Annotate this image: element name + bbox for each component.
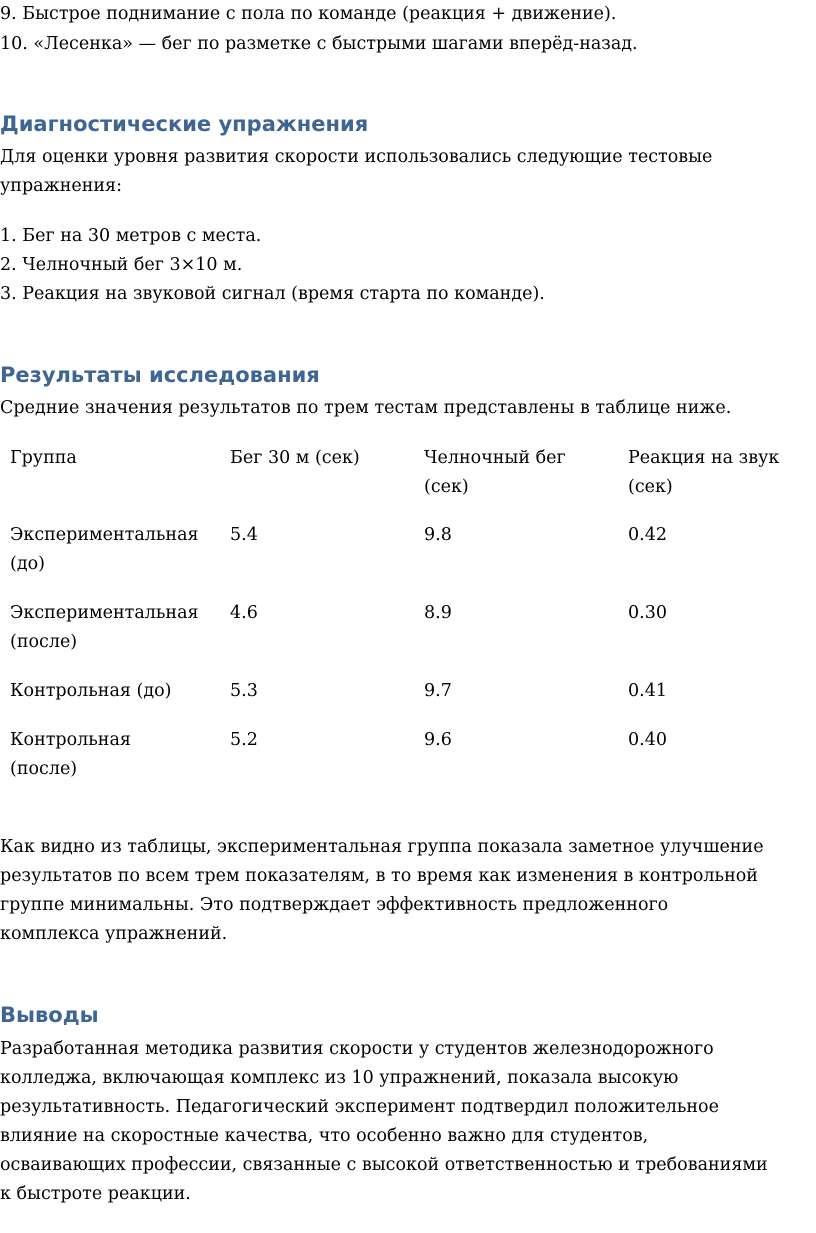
conclusions-line-5: осваивающих профессии, связанные с высокой ответственностью и требованиями bbox=[0, 1155, 768, 1175]
table-header-run30: Бег 30 м (сек) bbox=[230, 448, 360, 468]
table-row-3-reaction: 0.41 bbox=[628, 681, 667, 701]
results-conclusion-line-2: результатов по всем трем показателям, в то время как изменения в контрольной bbox=[0, 866, 758, 886]
table-row-3-group: Контрольная (до) bbox=[10, 681, 172, 701]
conclusions-line-1: Разработанная методика развития скорости у студентов железнодорожного bbox=[0, 1039, 714, 1059]
diagnostics-text-line-2: упражнения: bbox=[0, 176, 122, 196]
table-row-4-shuttle: 9.6 bbox=[424, 730, 452, 750]
table-row-2-shuttle: 8.9 bbox=[424, 603, 452, 623]
diagnostics-item-1: 1. Бег на 30 метров с места. bbox=[0, 226, 262, 246]
table-row-1-run30: 5.4 bbox=[230, 525, 258, 545]
table-header-shuttle: Челночный бег (сек) bbox=[424, 448, 566, 497]
conclusions-line-6: к быстроте реакции. bbox=[0, 1184, 191, 1204]
table-row-2-run30: 4.6 bbox=[230, 603, 258, 623]
results-intro: Средние значения результатов по трем тестам представлены в таблице ниже. bbox=[0, 398, 732, 418]
table-header-group: Группа bbox=[10, 448, 77, 468]
table-row-4-reaction: 0.40 bbox=[628, 730, 667, 750]
table-row-3-run30: 5.3 bbox=[230, 681, 258, 701]
table-row-2-reaction: 0.30 bbox=[628, 603, 667, 623]
table-header-reaction: Реакция на звук (сек) bbox=[628, 448, 780, 497]
table-row-1-group: Экспериментальная (до) bbox=[10, 525, 199, 574]
diagnostics-item-2: 2. Челночный бег 3×10 м. bbox=[0, 255, 243, 275]
table-row-4-run30: 5.2 bbox=[230, 730, 258, 750]
table-row-4-group: Контрольная (после) bbox=[10, 730, 131, 779]
heading-results: Результаты исследования bbox=[0, 363, 320, 387]
list-item-10: 10. «Лесенка» — бег по разметке с быстрыми шагами вперёд-назад. bbox=[0, 34, 638, 54]
table-row-2-group: Экспериментальная (после) bbox=[10, 603, 199, 652]
heading-conclusions: Выводы bbox=[0, 1003, 99, 1027]
conclusions-line-4: влияние на скоростные качества, что особенно важно для студентов, bbox=[0, 1126, 649, 1146]
diagnostics-item-3: 3. Реакция на звуковой сигнал (время старта по команде). bbox=[0, 284, 545, 304]
results-conclusion-line-3: группе минимальны. Это подтверждает эффективность предложенного bbox=[0, 895, 669, 915]
conclusions-line-2: колледжа, включающая комплекс из 10 упражнений, показала высокую bbox=[0, 1068, 679, 1088]
heading-diagnostics: Диагностические упражнения bbox=[0, 112, 369, 136]
conclusions-line-3: результативность. Педагогический эксперимент подтвердил положительное bbox=[0, 1097, 719, 1117]
diagnostics-text-line-1: Для оценки уровня развития скорости использовались следующие тестовые bbox=[0, 147, 713, 167]
table-row-3-shuttle: 9.7 bbox=[424, 681, 452, 701]
list-item-9: 9. Быстрое поднимание с пола по команде (реакция + движение). bbox=[0, 4, 617, 24]
table-row-1-reaction: 0.42 bbox=[628, 525, 667, 545]
table-row-1-shuttle: 9.8 bbox=[424, 525, 452, 545]
results-conclusion-line-4: комплекса упражнений. bbox=[0, 924, 228, 944]
results-conclusion-line-1: Как видно из таблицы, экспериментальная группа показала заметное улучшение bbox=[0, 837, 764, 857]
